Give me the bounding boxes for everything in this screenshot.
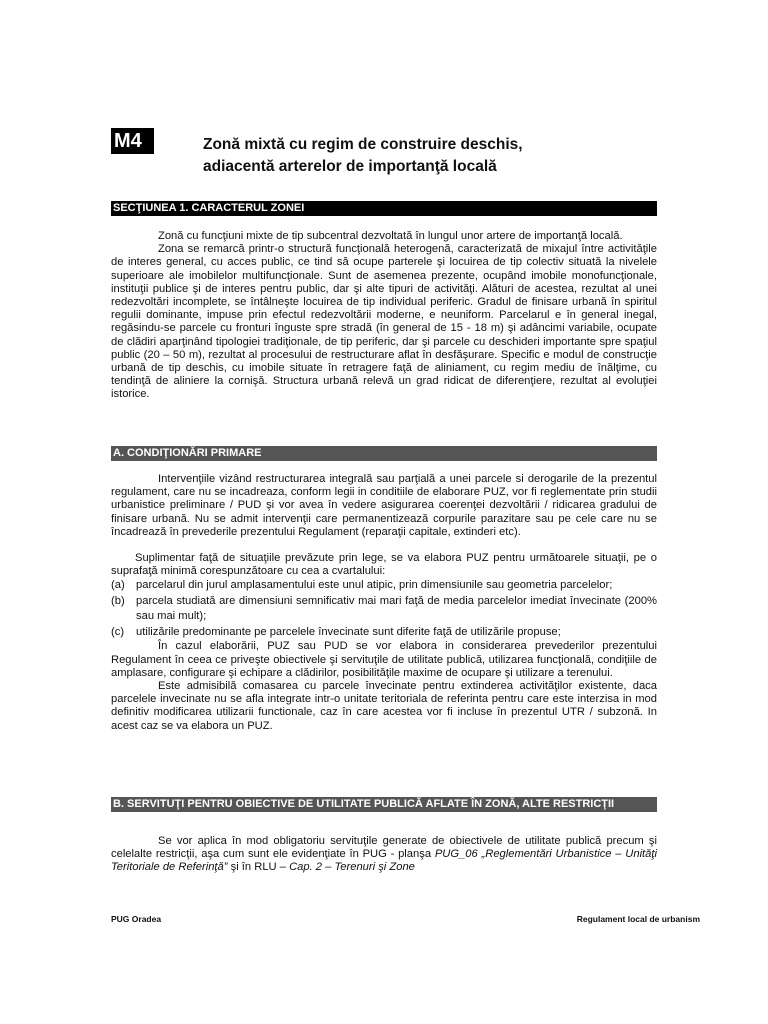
list-item-text: parcelarul din jurul amplasamentului este unul atipic, prin dimensiunile sau geometria parcelelor; xyxy=(136,579,613,592)
paragraph: Suplimentar faţă de situaţiile prevăzute prin lege, se va elabora PUZ pentru următoarele situaţii, pe o suprafaţă minimă corespunzătoare cu cea a cvartalului: xyxy=(111,552,657,578)
list-item-label: (c) xyxy=(111,625,125,638)
section-a-heading: A. CONDIŢIONĂRI PRIMARE xyxy=(111,446,657,461)
section-1-body xyxy=(111,230,657,402)
section-a-body xyxy=(111,473,657,733)
paragraph: Zona se remarcă printr-o structură funcţională heterogenă, caracterizată de mixajul între activităţile de interes general, cu acces public, ce tind să ocupe parterele şi locuirea de tip colectiv situată la nivelele superioare ale imobilelor multifuncţionale. Sunt de asemenea prezente, ocupând imobile monofuncţionale, instituţii publice şi de interes pentru public, dar şi alte tipuri de activităţi. Alături de acestea, rezultat al unei redezvoltări incomplete, se întâlneşte locuirea de tip individual periferic. Gradul de finisare urbană în spiritul regulii dominante, impuse prin efectul redezvoltării moderne, e neuniform. Parcelarul e în general inegal, regăsindu-se parcele cu fronturi înguste spre stradă (în general de 15 - 18 m) şi adâncimi variabile, ocupate de clădiri aparţinând tipologiei tradiţionale, de tip periferic, dar şi parcele cu deschideri importante spre spaţiul public (20 – 50 m), rezultat al procesului de restructurare aflat în desfăşurare. Specific e modul de construcţie urbană de tip deschis, cu imobile situate în retragere faţă de aliniament, cu regim mediu de înălţime, cu tendinţă de aliniere la cornişă. Structura urbană relevă un grad ridicat de diferenţiere, rezultat al evoluţiei istorice. xyxy=(111,243,657,401)
section-b-body xyxy=(111,835,657,875)
chapter-reference: Cap. 2 – Terenuri şi Zone xyxy=(289,861,415,874)
zone-title-line1: Zonă mixtă cu regim de construire deschis, xyxy=(203,136,523,153)
list-item xyxy=(111,594,657,625)
zone-title xyxy=(203,134,623,178)
paragraph: Este admisibilă comasarea cu parcele învecinate pentru extinderea activităţilor existente, daca parcelele invecinate nu se afla integrate intr-o unitate teritoriala de referinta pentru care este interzisa in mod definitiv modificarea utilizarii functionale, caz în care acestea vor fi incluse în prezentul UTR / subzonă. In acest caz se va elabora un PUZ. xyxy=(111,680,657,732)
condition-list xyxy=(111,578,657,640)
list-item xyxy=(111,578,657,594)
footer-left: PUG Oradea xyxy=(111,914,162,924)
section-b-heading: B. SERVITUŢI PENTRU OBIECTIVE DE UTILITATE PUBLICĂ AFLATE ÎN ZONĂ, ALTE RESTRICŢII xyxy=(111,797,657,812)
list-item-label: (b) xyxy=(111,594,125,607)
paragraph-text: Se vor aplica în mod obligatoriu servituţile generate de obiectivele de utilitate publică precum şi celelalte restricţii, aşa cum sunt ele evidenţiate în PUG - planşa xyxy=(111,835,657,861)
zone-code-badge: M4 xyxy=(111,128,154,154)
plan-reference: PUG_06 „Reglementări Urbanistice – Unităţi Teritoriale de Referinţă” xyxy=(111,848,657,874)
list-item-text: parcela studiată are dimensiuni semnificativ mai mari faţă de media parcelelor imediat învecinate (200% sau mai mult); xyxy=(136,594,657,623)
zone-title-line2: adiacentă arterelor de importanţă locală xyxy=(203,158,497,175)
paragraph: Intervenţiile vizând restructurarea integrală sau parţială a unei parcele si derogarile de la prezentul regulament, care nu se incadreaza, conform legii in conditiile de elaborare PUZ, vor fi reglementate prin studii urbanistice preliminare / PUD şi vor avea în vedere asigurarea coerenţei dezvoltării / ridicarea gradului de finisare urbană. Nu se admit intervenţii care permanentizează corpurile parazitare sau pe cele care nu se încadrează în prevederile prezentului Regulament (reparaţii capitale, extinderi etc). xyxy=(111,473,657,538)
paragraph: În cazul elaborării, PUZ sau PUD se vor elabora in considerarea prevederilor prezentului Regulament în ceea ce priveşte obiectivele şi servituţile de utilitate publică, utilizarea funcţională, condiţiile de amplasare, configurare şi echipare a clădirilor, posibilităţile maxime de ocupare şi utilizare a terenului. xyxy=(111,640,657,679)
section-1-heading: SECŢIUNEA 1. CARACTERUL ZONEI xyxy=(111,201,657,216)
list-item-label: (a) xyxy=(111,579,125,592)
footer-right: Regulament local de urbanism xyxy=(576,914,700,924)
list-item-text: utilizările predominante pe parcelele învecinate sunt diferite faţă de utilizările propuse; xyxy=(136,625,561,638)
list-item xyxy=(111,625,657,641)
paragraph: Zonă cu funcţiuni mixte de tip subcentral dezvoltată în lungul unor artere de importanţă locală. xyxy=(158,230,623,242)
paragraph-text: şi în RLU – xyxy=(227,861,290,874)
paragraph xyxy=(111,835,657,875)
